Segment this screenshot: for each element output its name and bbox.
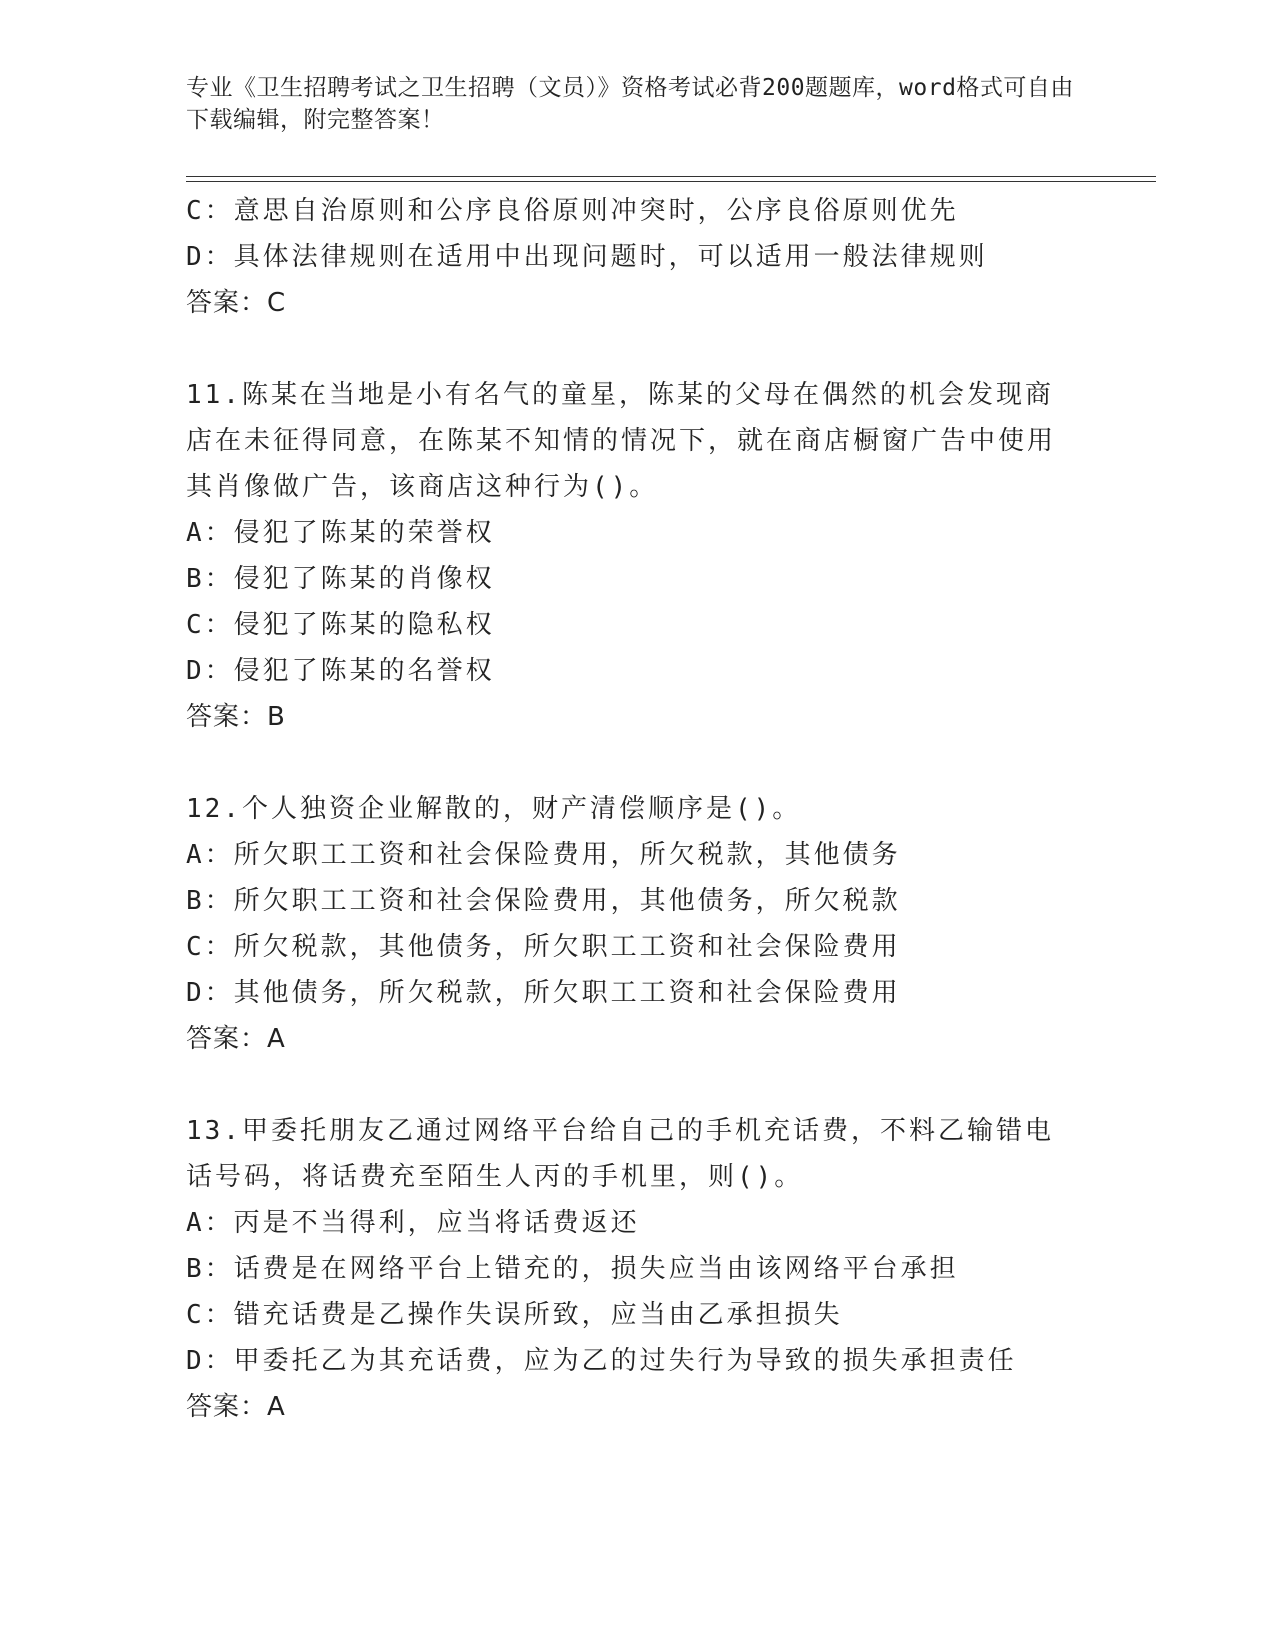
option-a: A：所欠职工工资和社会保险费用，所欠税款，其他债务 bbox=[186, 840, 901, 870]
option-b: B：所欠职工工资和社会保险费用，其他债务，所欠税款 bbox=[186, 886, 901, 916]
header-divider bbox=[186, 176, 1156, 182]
option-b: B：侵犯了陈某的肖像权 bbox=[186, 564, 495, 594]
option-c: C：所欠税款，其他债务，所欠职工工资和社会保险费用 bbox=[186, 932, 901, 962]
document-header: 专业《卫生招聘考试之卫生招聘（文员）》资格考试必背200题题库，word格式可自由下载编辑，附完整答案！ bbox=[186, 75, 1074, 133]
question-12 bbox=[186, 786, 1076, 1062]
option-c: C：错充话费是乙操作失误所致，应当由乙承担损失 bbox=[186, 1300, 843, 1330]
option-d: D：其他债务，所欠税款，所欠职工工资和社会保险费用 bbox=[186, 978, 901, 1008]
option-d: D：具体法律规则在适用中出现问题时，可以适用一般法律规则 bbox=[186, 242, 988, 272]
option-d: D：甲委托乙为其充话费，应为乙的过失行为导致的损失承担责任 bbox=[186, 1346, 1017, 1376]
answer: 答案：A bbox=[186, 1392, 286, 1422]
option-c: C：侵犯了陈某的隐私权 bbox=[186, 610, 495, 640]
document-body bbox=[186, 188, 1076, 1476]
option-d: D：侵犯了陈某的名誉权 bbox=[186, 656, 495, 686]
question-13 bbox=[186, 1108, 1076, 1430]
answer: 答案：A bbox=[186, 1024, 286, 1054]
answer: 答案：C bbox=[186, 288, 287, 318]
question-stem: 11.陈某在当地是小有名气的童星，陈某的父母在偶然的机会发现商店在未征得同意，在陈某不知情的情况下，就在商店橱窗广告中使用其肖像做广告，该商店这种行为()。 bbox=[186, 380, 1057, 502]
question-11 bbox=[186, 372, 1076, 740]
option-a: A：侵犯了陈某的荣誉权 bbox=[186, 518, 495, 548]
question-stem: 13.甲委托朋友乙通过网络平台给自己的手机充话费，不料乙输错电话号码，将话费充至陌生人丙的手机里，则()。 bbox=[186, 1116, 1054, 1192]
option-a: A：丙是不当得利，应当将话费返还 bbox=[186, 1208, 640, 1238]
question-stem: 12.个人独资企业解散的，财产清偿顺序是()。 bbox=[186, 794, 802, 824]
option-c: C：意思自治原则和公序良俗原则冲突时，公序良俗原则优先 bbox=[186, 196, 959, 226]
option-b: B：话费是在网络平台上错充的，损失应当由该网络平台承担 bbox=[186, 1254, 959, 1284]
answer: 答案：B bbox=[186, 702, 286, 732]
